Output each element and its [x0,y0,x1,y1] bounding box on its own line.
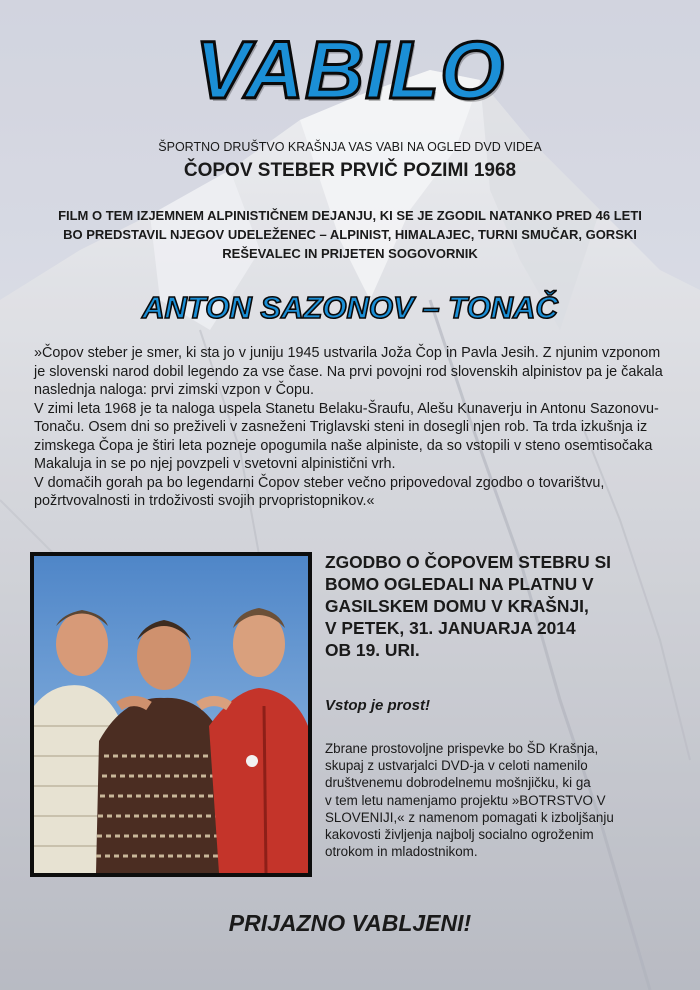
description-line: FILM O TEM IZJEMNEM ALPINISTIČNEM DEJANJU, KI SE JE ZGODIL NATANKO PRED 46 LETI [58,208,642,223]
description-line: BO PREDSTAVIL NJEGOV UDELEŽENEC – ALPINIST, HIMALAJEC, TURNI SMUČAR, GORSKI [63,227,637,242]
quote-paragraph: »Čopov steber je smer, ki sta jo v juniju 1945 ustvarila Joža Čop in Pavla Jesih. Z njunim vzponom je slovenski narod dobil legendo za vse čase. Na prvi povojni rod slovenskih alpinistov pa je čakala naslednja naloga: prvi zimski vzpon v Čopu. [34,345,663,398]
event-line: GASILSKEM DOMU V KRAŠNJI, [325,596,589,616]
film-description [40,206,660,263]
event-line: V PETEK, 31. JANUARJA 2014 [325,618,576,638]
donation-line: Zbrane prostovoljne prispevke bo ŠD Krašnja, [325,741,599,756]
donation-info [325,740,681,860]
quote-paragraph: V domačih gorah pa bo legendarni Čopov steber večno pripovedoval zgodbo o tovarištvu, požrtvovalnosti in trdoživosti svojih prvopristopnikov.« [34,474,605,509]
climbers-photo [30,552,312,877]
donation-line: društvenemu dobrodelnemu mošnjičku, ki ga [325,775,591,791]
event-line: BOMO OGLEDALI NA PLATNU V [325,574,594,594]
event-line: OB 19. URI. [325,640,420,660]
film-title: ČOPOV STEBER PRVIČ POZIMI 1968 [183,160,517,181]
event-line: ZGODBO O ČOPOVEM STEBRU SI [325,552,612,572]
invite-line: ŠPORTNO DRUŠTVO KRAŠNJA VAS VABI NA OGLED DVD VIDEA [158,140,542,154]
closing-line: PRIJAZNO VABLJENI! [228,910,472,936]
quote-paragraph: V zimi leta 1968 je ta naloga uspela Stanetu Belaku-Šraufu, Alešu Kunaverju in Antonu Sazonovu-Tonaču. Osem dni so preživeli v zasneženi Triglavski steni in dosegli njen rob. Ta trda izkušnja iz zimskega Čopa je štiri leta pozneje opogumila naše alpiniste, da so vstopili v steno osemtisočaka Makaluja in se po njej povzpeli v svetovni alpinistični vrh. [34,400,659,472]
donation-line: SLOVENIJI,« z namenom pomagati k izboljšanju [325,809,614,825]
poster-title: VABILO [195,25,505,116]
presenter-name: ANTON SAZONOV – TONAČ [142,290,558,325]
event-details [325,551,685,661]
free-entry: Vstop je prost! [325,697,431,714]
donation-line: v tem letu namenjamo projektu »BOTRSTVO V [325,792,606,808]
donation-line: skupaj z ustvarjalci DVD-ja v celoti namenilo [325,758,588,774]
donation-line: otrokom in mladostnikom. [325,844,478,860]
quote-block [34,344,674,511]
donation-line: kakovosti življenja najbolj socialno ogroženim [325,827,594,843]
description-line: REŠEVALEC IN PRIJETEN SOGOVORNIK [222,246,478,261]
